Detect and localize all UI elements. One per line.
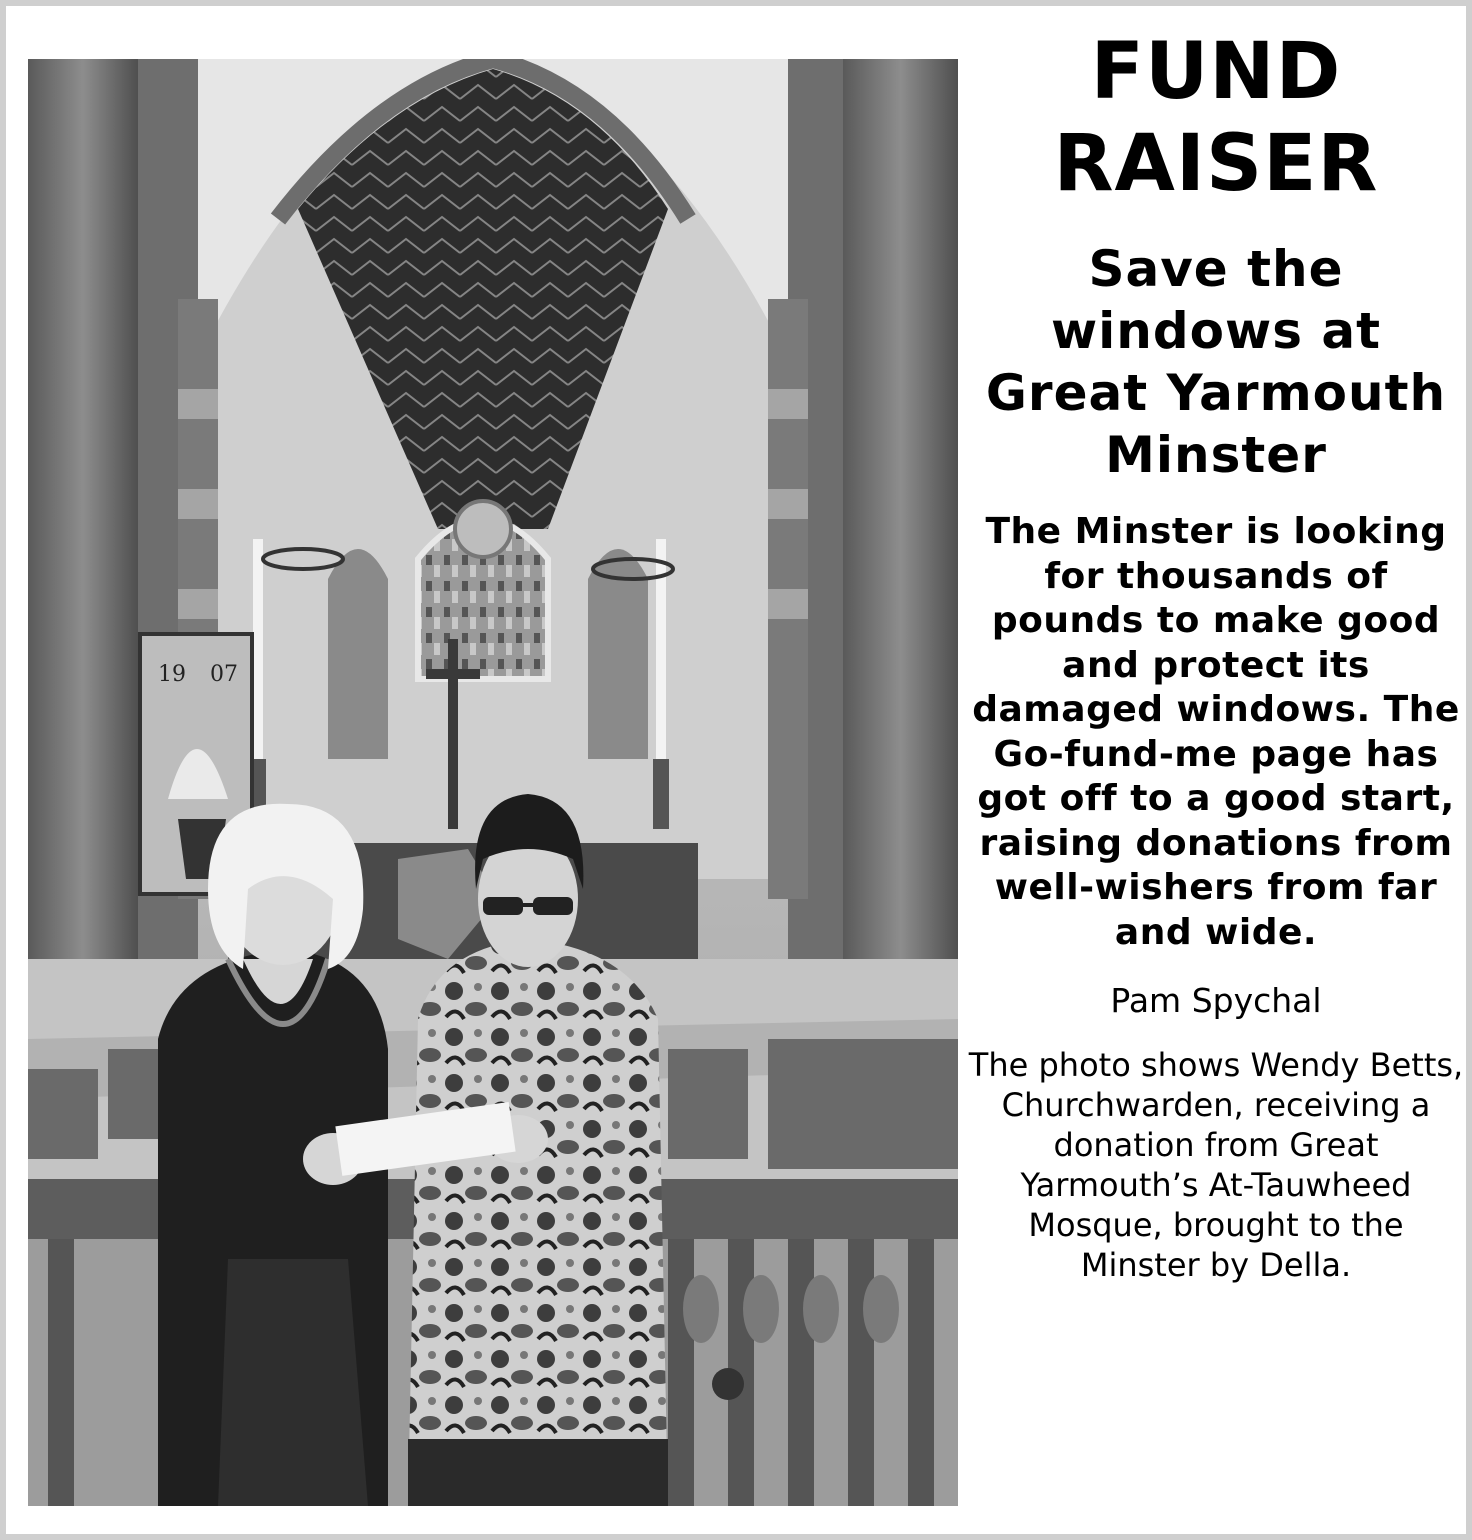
article-body: The Minster is looking for thousands of pounds to make good and protect its damaged windows. The Go-fund-me page has got off to a good start, raising donations from well-wishers from far and wide. (972, 511, 1460, 953)
church-interior-photo (28, 59, 958, 1506)
subheadline: Save the windows at Great Yarmouth Minster (985, 240, 1447, 484)
banner-year-right: 07 (210, 662, 238, 687)
headline (968, 26, 1464, 210)
banner-year-left: 19 (158, 662, 186, 687)
article-text-column (968, 26, 1464, 1285)
headline-line2: RAISER (1053, 119, 1379, 209)
photo-caption: The photo shows Wendy Betts, Churchwarden, receiving a donation from Great Yarmouth’s At-Tauwheed Mosque, brought to the Minster by Della. (968, 1046, 1464, 1284)
headline-line1: FUND (1090, 27, 1342, 117)
author-byline: Pam Spychal (1110, 981, 1322, 1020)
photo-illustration (28, 59, 958, 1506)
